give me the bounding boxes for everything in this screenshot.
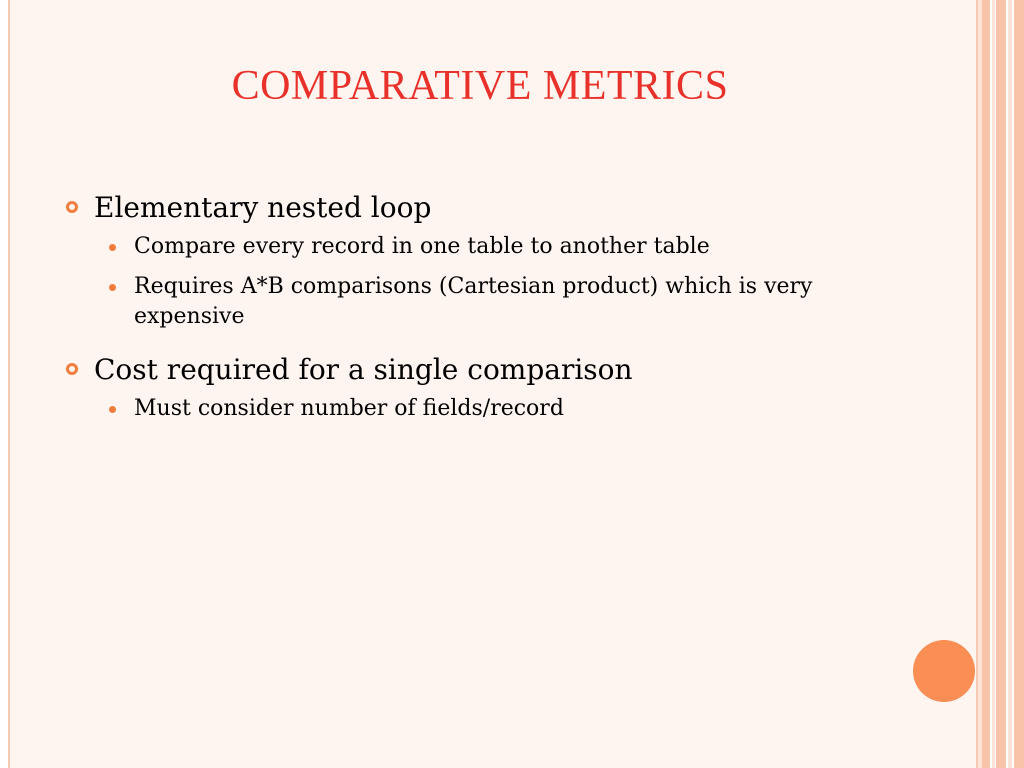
dot-bullet-icon <box>109 284 116 291</box>
decorative-stripe <box>1008 0 1012 768</box>
bullet-item <box>64 190 894 226</box>
ring-bullet-icon <box>66 201 78 213</box>
slide-content <box>64 190 894 434</box>
decorative-stripe <box>996 0 1006 768</box>
bullet-text: Elementary nested loop <box>94 191 432 224</box>
sub-bullet-text: Requires A*B comparisons (Cartesian product) which is very expensive <box>134 274 813 329</box>
bullet-item <box>64 352 894 388</box>
decorative-stripe <box>982 0 990 768</box>
decorative-circle <box>913 640 975 702</box>
decorative-stripe <box>992 0 995 768</box>
dot-bullet-icon <box>109 244 116 251</box>
sub-bullet-text: Must consider number of fields/record <box>134 396 564 421</box>
ring-bullet-icon <box>66 363 78 375</box>
bullet-text: Cost required for a single comparison <box>94 353 633 386</box>
sub-bullet-item <box>64 272 894 332</box>
sub-bullet-text: Compare every record in one table to another table <box>134 234 710 259</box>
slide-title: COMPARATIVE METRICS <box>231 63 729 109</box>
decorative-stripe <box>1014 0 1024 768</box>
dot-bullet-icon <box>109 406 116 413</box>
sub-bullet-item <box>64 394 894 424</box>
sub-bullet-item <box>64 232 894 262</box>
